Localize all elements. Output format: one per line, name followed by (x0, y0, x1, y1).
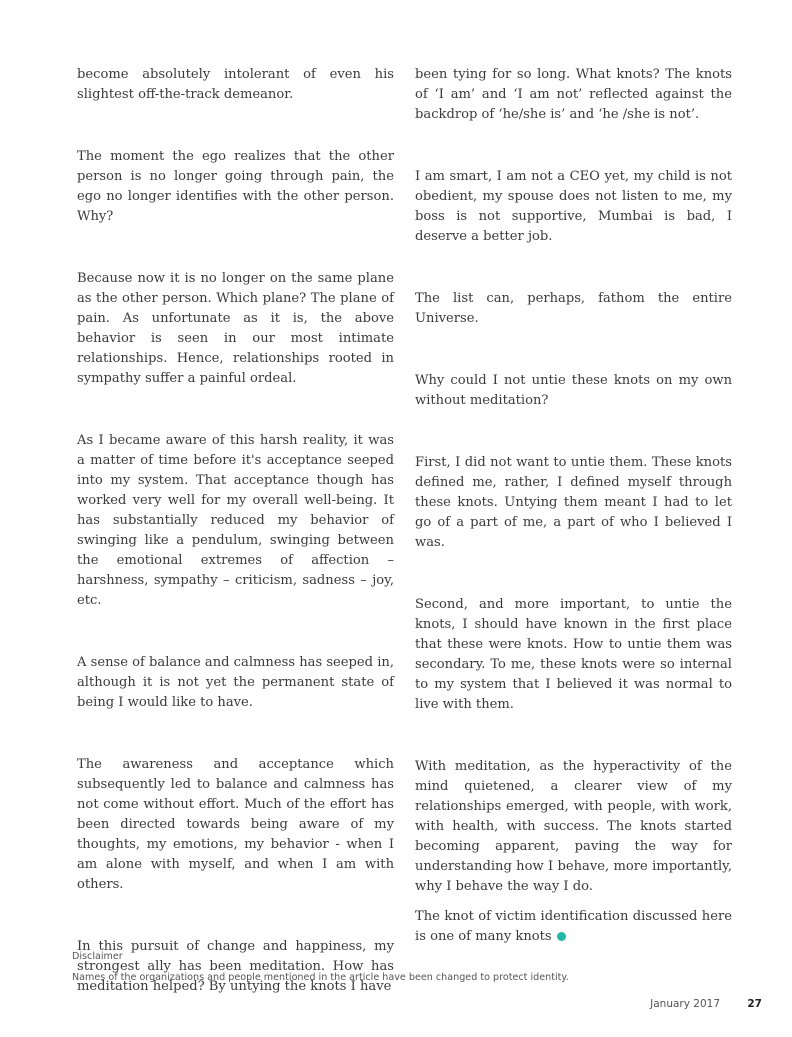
paragraph: become absolutely intolerant of even his slightest off-the-track demeanor. (77, 67, 394, 102)
issue-date: January 2017 (650, 998, 721, 1010)
paragraph: As I became aware of this harsh reality, it was a matter of time before it's acceptance seeped into my system. That acceptance though has worked very well for my overall well-being. It has substantially reduced my behavior of swinging like a pendulum, swinging between the emotional extremes of affection – harshness, sympathy – criticism, sadness – joy, etc. (77, 433, 394, 608)
left-column (77, 65, 394, 997)
paragraph: The list can, perhaps, fathom the entire Universe. (415, 291, 732, 326)
disclaimer-title: Disclaimer (72, 951, 123, 962)
paragraph: First, I did not want to untie them. These knots defined me, rather, I defined myself through these knots. Untying them meant I had to let go of a part of me, a part of who I believed I was. (415, 455, 732, 550)
end-mark-dot-icon (557, 932, 566, 941)
paragraph: Because now it is no longer on the same plane as the other person. Which plane? The plane of pain. As unfortunate as it is, the above behavior is seen in our most intimate relationships. Hence, relationships rooted in sympathy suffer a painful ordeal. (77, 271, 394, 386)
right-column (415, 65, 732, 947)
closing-text: The knot of victim identification discussed here is one of many knots (415, 909, 732, 944)
paragraph: been tying for so long. What knots? The knots of ‘I am’ and ‘I am not’ reflected against the backdrop of ‘he/she is’ and ‘he /she is not’. (415, 67, 732, 122)
page-footer (650, 998, 762, 1010)
paragraph: I am smart, I am not a CEO yet, my child is not obedient, my spouse does not listen to me, my boss is not supportive, Mumbai is bad, I deserve a better job. (415, 169, 732, 244)
paragraph: Second, and more important, to untie the knots, I should have known in the first place that these were knots. How to untie them was secondary. To me, these knots were so internal to my system that I believed it was normal to live with them. (415, 597, 732, 712)
paragraph: A sense of balance and calmness has seeped in, although it is not yet the permanent state of being I would like to have. (77, 655, 395, 710)
paragraph: The moment the ego realizes that the other person is no longer going through pain, the ego no longer identifies with the other person. Why? (77, 149, 394, 224)
paragraph: The awareness and acceptance which subsequently led to balance and calmness has not come without effort. Much of the effort has been directed towards being aware of my thoughts, my emotions, my behavior - when I am alone with myself, and when I am with others. (77, 757, 394, 892)
paragraph: Why could I not untie these knots on my own without meditation? (415, 373, 732, 408)
disclaimer-text: Names of the organizations and people mentioned in the article have been changed to protect identity. (72, 972, 569, 983)
disclaimer (72, 950, 732, 985)
page-number: 27 (747, 998, 762, 1010)
paragraph: With meditation, as the hyperactivity of the mind quietened, a clearer view of my relationships emerged, with people, with work, with health, with success. The knots started becoming apparent, paving the way for understanding how I behave, more importantly, why I behave the way I do. (415, 759, 732, 894)
closing-paragraph (415, 907, 732, 947)
paragraph: In this pursuit of change and happiness, my strongest ally has been meditation. How has meditation helped? By untying the knots I have (77, 939, 394, 994)
